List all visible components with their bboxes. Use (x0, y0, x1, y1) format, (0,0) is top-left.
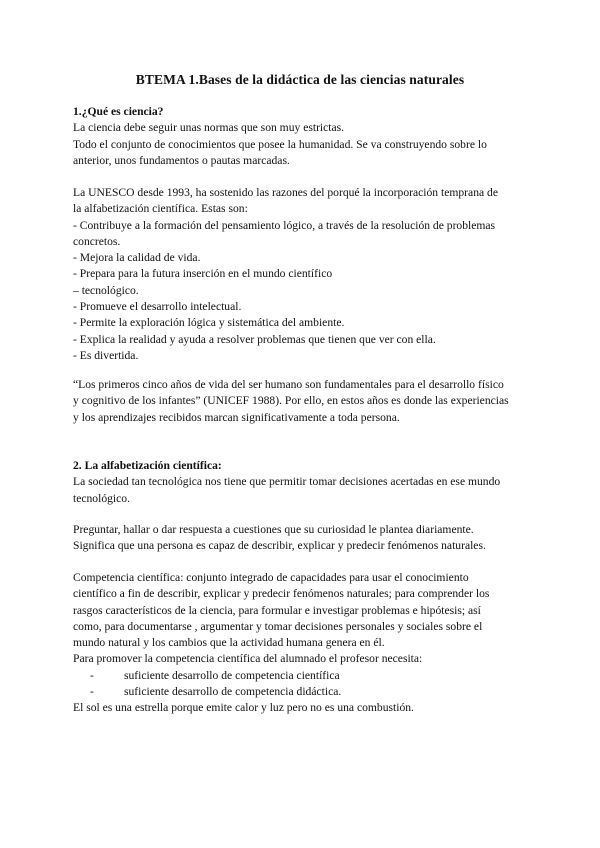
paragraph-line: tecnológico. (73, 491, 130, 505)
section-2-heading: 2. La alfabetización científica: (73, 459, 222, 472)
paragraph-line: anterior, unos fundamentos o pautas marcadas. (73, 153, 290, 167)
final-sentence (73, 700, 533, 716)
paragraph-line: científico a fin de describir, explicar y predecir fenómenos naturales; para comprender los (73, 587, 490, 601)
list-item: - Es divertida. (73, 348, 139, 362)
paragraph-line: como, para documentarse , argumentar y tomar decisiones personales y sociales sobre el (73, 619, 483, 633)
paragraph-line: Todo el conjunto de conocimientos que posee la humanidad. Se va construyendo sobre lo (73, 137, 487, 151)
bullet-text: suficiente desarrollo de competencia didáctica. (124, 685, 342, 699)
paragraph-line: la alfabetización científica. Estas son: (73, 202, 248, 216)
paragraph-line: rasgos característicos de la ciencia, para formular e investigar problemas e hipótesis; así (73, 603, 481, 617)
paragraph-line: Preguntar, hallar o dar respuesta a cuestiones que su curiosidad le plantea diariamente. (73, 523, 474, 536)
list-item: concretos. (73, 234, 121, 248)
list-item: - Permite la exploración lógica y sistemática del ambiente. (73, 316, 345, 330)
list-item: - Mejora la calidad de vida. (73, 251, 201, 265)
paragraph-line: Significa que una persona es capaz de describir, explicar y predecir fenómenos naturales. (73, 539, 486, 553)
bullet-item (73, 684, 341, 700)
list-item: - Contribuye a la formación del pensamiento lógico, a través de la resolución de problemas (73, 218, 496, 232)
section-1-heading: 1.¿Qué es ciencia? (73, 105, 164, 118)
quote-paragraph (73, 377, 533, 426)
paragraph-line: mundo natural y los cambios que la actividad humana genera en él. (73, 636, 385, 650)
paragraph-line: Competencia científica: conjunto integrado de capacidades para usar el conocimiento (73, 571, 469, 584)
document-title: BTEMA 1.Bases de la didáctica de las ciencias naturales (135, 72, 465, 87)
competencia-paragraph (73, 570, 533, 668)
bullet-dash: - (90, 669, 94, 682)
competencia-bullet-list (73, 668, 341, 701)
list-item: - Explica la realidad y ayuda a resolver problemas que tienen que ver con ella. (73, 332, 436, 346)
section-1 (73, 104, 533, 169)
list-item: – tecnológico. (73, 283, 139, 297)
bullet-text: suficiente desarrollo de competencia científica (124, 669, 340, 682)
paragraph-line: La sociedad tan tecnológica nos tiene que permitir tomar decisiones acertadas en ese mundo (73, 475, 501, 489)
paragraph-line: El sol es una estrella porque emite calor y luz pero no es una combustión. (73, 701, 414, 714)
list-item: - Prepara para la futura inserción en el mundo científico (73, 267, 333, 281)
section-2 (73, 458, 533, 507)
unesco-paragraph (73, 185, 533, 364)
paragraph-line: La ciencia debe seguir unas normas que son muy estrictas. (73, 121, 345, 135)
preguntar-paragraph (73, 522, 533, 555)
list-item: - Promueve el desarrollo intelectual. (73, 300, 242, 314)
paragraph-line: y los aprendizajes recibidos marcan significativamente a toda persona. (73, 410, 400, 424)
paragraph-line: La UNESCO desde 1993, ha sostenido las razones del porqué la incorporación temprana de (73, 186, 498, 199)
bullet-item (73, 668, 341, 684)
bullet-dash: - (90, 685, 94, 699)
paragraph-line: Para promover la competencia científica del alumnado el profesor necesita: (73, 652, 423, 666)
paragraph-line: “Los primeros cinco años de vida del ser humano son fundamentales para el desarrollo físico (73, 378, 504, 391)
paragraph-line: y cognitivo de los infantes” (UNICEF 1988). Por ello, en estos años es donde las experiencias (73, 394, 509, 408)
